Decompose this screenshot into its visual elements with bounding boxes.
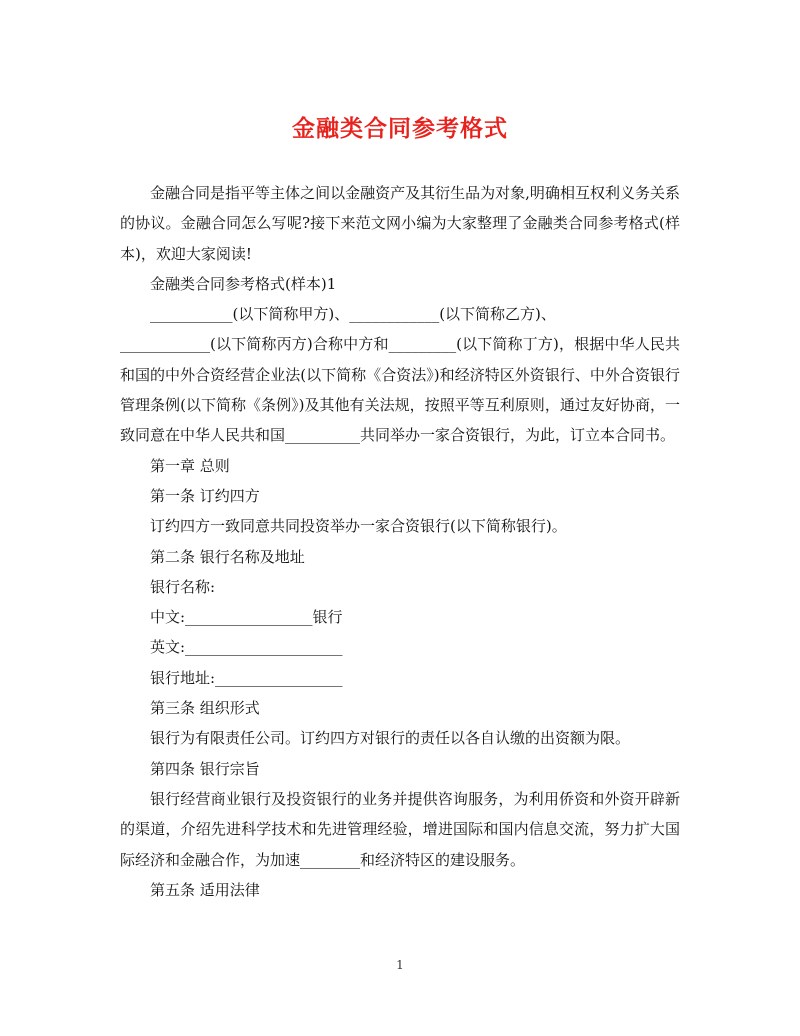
article-1-title: 第一条 订约四方 — [150, 486, 260, 505]
document-title: 金融类合同参考格式 — [292, 115, 508, 142]
article-5-title: 第五条 适用法律 — [150, 880, 260, 899]
bank-name-chinese: 中文:_________________银行 — [150, 608, 343, 627]
intro-paragraph: 金融合同是指平等主体之间以金融资产及其衍生品为对象,明确相互权利义务关系的协议。金融合同怎么写呢?接下来范文网小编为大家整理了金融类合同参考格式(样本)，欢迎大家阅读! — [120, 184, 680, 263]
sample-heading: 金融类合同参考格式(样本)1 — [150, 274, 337, 293]
article-3-title: 第三条 组织形式 — [150, 699, 260, 718]
bank-address: 银行地址:_________________ — [150, 668, 343, 687]
bank-name-english: 英文:_____________________ — [150, 638, 343, 657]
article-4-title: 第四条 银行宗旨 — [150, 759, 260, 778]
article-1-text: 订约四方一致同意共同投资举办一家合资银行(以下简称银行)。 — [150, 517, 567, 536]
parties-line: ___________(以下简称甲方)、____________(以下简称乙方)、 — [150, 305, 556, 324]
article-3-text: 银行为有限责任公司。订约四方对银行的责任以各自认缴的出资额为限。 — [150, 729, 631, 748]
article-2-title: 第二条 银行名称及地址 — [150, 547, 305, 566]
article-4-text: 银行经营商业银行及投资银行的业务并提供咨询服务，为利用侨资和外资开辟新的渠道，介绍先进科学技术和先进管理经验，增进国际和国内信息交流，努力扩大国际经济和金融合作，为加速________和经济特区的建设服务。 — [120, 789, 680, 869]
bank-name-label: 银行名称: — [150, 577, 216, 596]
chapter-heading: 第一章 总则 — [150, 456, 230, 475]
parties-paragraph: ____________(以下简称丙方)合称中方和_________(以下简称丁方)，根据中华人民共和国的中外合资经营企业法(以下简称《合资法》)和经济特区外资银行、中外合资银行管理条例(以下简称《条例》)及其他有关法规，按照平等互利原则，通过友好协商，一致同意在中华人民共和国__________共同举办一家合资银行，为此，订立本合同书。 — [120, 335, 680, 445]
page-number: 1 — [396, 958, 404, 972]
document-body — [120, 178, 680, 905]
